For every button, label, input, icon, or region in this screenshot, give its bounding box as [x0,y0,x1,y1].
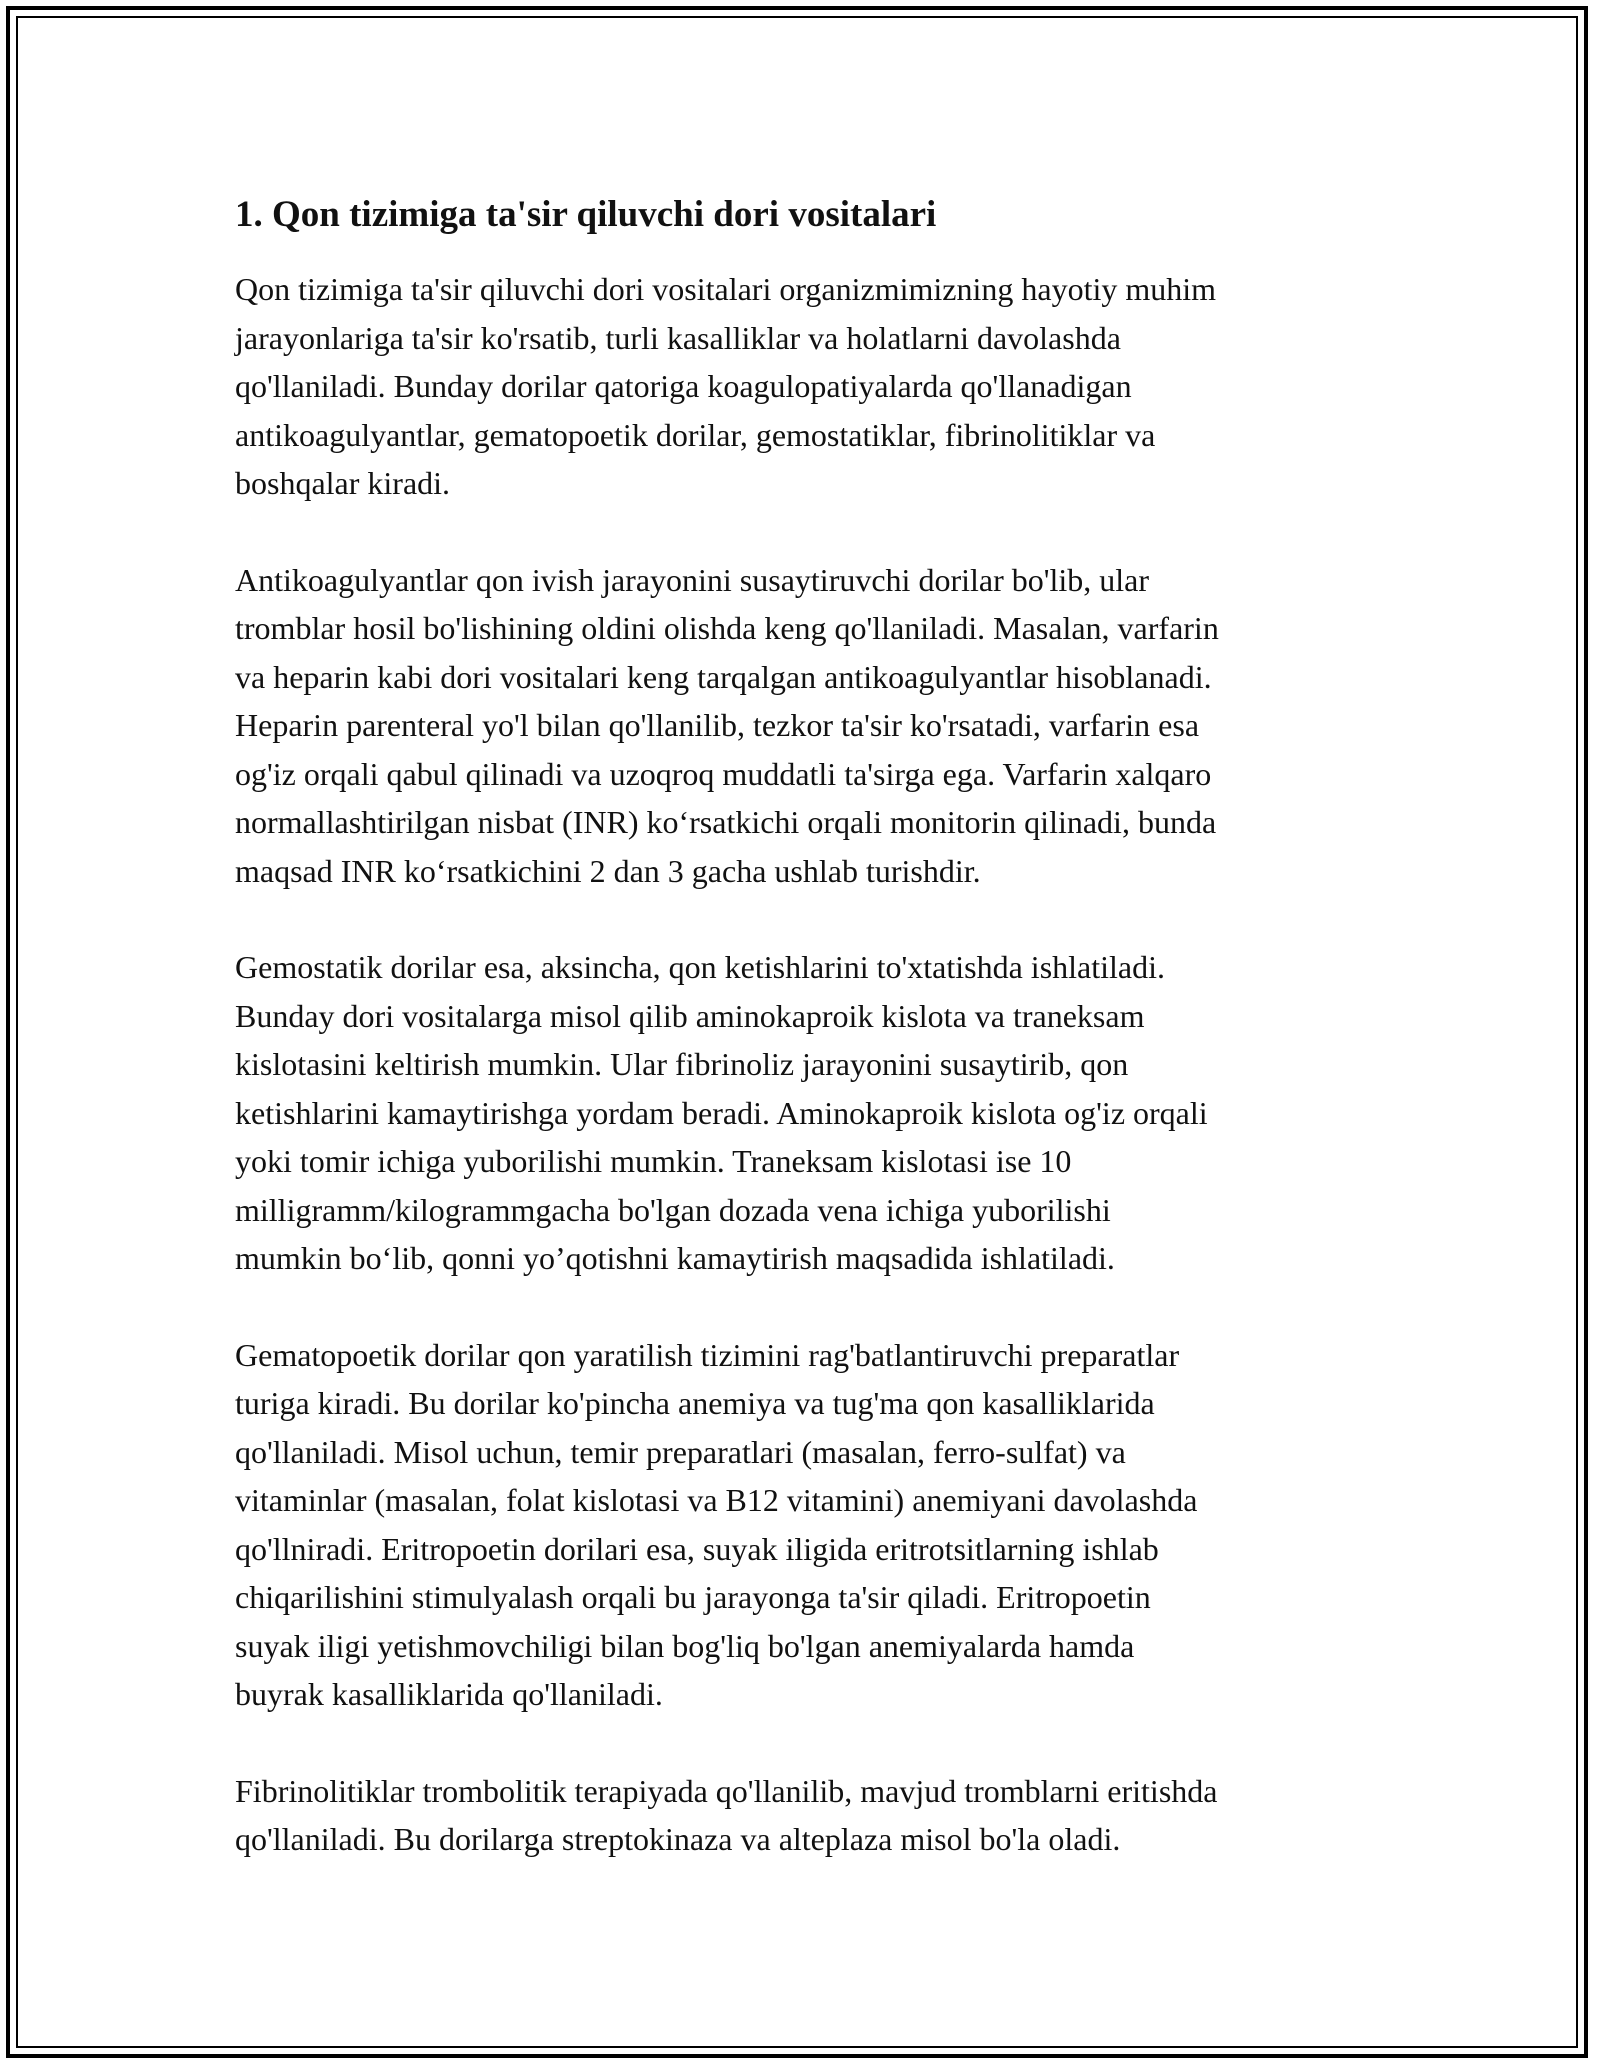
text-line: jarayonlariga ta'sir ko'rsatib, turli kasalliklar va holatlarni davolashda [235,319,1121,356]
text-line: qo'llniradi. Eritropoetin dorilari esa, suyak iligida eritrotsitlarning ishlab [235,1530,1159,1567]
text-line: vitaminlar (masalan, folat kislotasi va B12 vitamini) anemiyani davolashda [235,1482,1198,1518]
text-line: qo'llaniladi. Misol uchun, temir preparatlari (masalan, ferro-sulfat) va [235,1433,1126,1470]
paragraph [235,943,1395,1283]
text-line: tromblar hosil bo'lishining oldini olishda keng qo'llaniladi. Masalan, varfarin [235,610,1219,646]
text-line: yoki tomir ichiga yuborilishi mumkin. Traneksam kislotasi ise 10 [235,1143,1072,1179]
text-line: maqsad INR ko‘rsatkichini 2 dan 3 gacha ushlab turishdir. [235,852,981,889]
text-line: turiga kiradi. Bu dorilar ko'pincha anemiya va tug'ma qon kasalliklarida [235,1385,1155,1421]
text-line: antikoagulyantlar, gematopoetik dorilar, gemostatiklar, fibrinolitiklar va [235,416,1156,453]
text-line: Qon tizimiga ta'sir qiluvchi dori vositalari organizmimizning hayotiy muhim [235,271,1217,307]
text-line: og'iz orqali qabul qilinadi va uzoqroq muddatli ta'sirga ega. Varfarin xalqaro [235,755,1212,792]
paragraph [235,1767,1395,1864]
paragraph [235,265,1395,508]
text-line: Antikoagulyantlar qon ivish jarayonini susaytiruvchi dorilar bo'lib, ular [235,561,1150,598]
text-line: milligramm/kilogrammgacha bo'lgan dozada vena ichiga yuborilishi [235,1191,1111,1228]
text-line: mumkin bo‘lib, qonni yo’qotishni kamaytirish maqsadida ishlatiladi. [235,1240,1115,1276]
text-line: qo'llaniladi. Bunday dorilar qatoriga koagulopatiyalarda qo'llanadigan [235,368,1132,404]
text-line: suyak iligi yetishmovchiligi bilan bog'liq bo'lgan anemiyalarda hamda [235,1627,1135,1664]
text-line: ketishlarini kamaytirishga yordam beradi. Aminokaproik kislota og'iz orqali [235,1094,1208,1131]
text-line: Bunday dori vositalarga misol qilib aminokaproik kislota va traneksam [235,997,1145,1034]
text-line: normallashtirilgan nisbat (INR) ko‘rsatkichi orqali monitorin qilinadi, bunda [235,804,1217,840]
text-line: Heparin parenteral yo'l bilan qo'llanilib, tezkor ta'sir ko'rsatadi, varfarin esa [235,707,1200,743]
text-line: kislotasini keltirish mumkin. Ular fibrinoliz jarayonini susaytirib, qon [235,1046,1129,1082]
paragraph [235,556,1395,896]
text-line: qo'llaniladi. Bu dorilarga streptokinaza va alteplaza misol bo'la oladi. [235,1821,1121,1857]
text-line: Fibrinolitiklar trombolitik terapiyada qo'llanilib, mavjud tromblarni eritishda [235,1772,1218,1809]
document-body [235,185,1395,1912]
text-line: Gematopoetik dorilar qon yaratilish tizimini rag'batlantiruvchi preparatlar [235,1336,1180,1373]
text-line: buyrak kasalliklarida qo'llaniladi. [235,1676,663,1712]
text-line: va heparin kabi dori vositalari keng tarqalgan antikoagulyantlar hisoblanadi. [235,658,1212,695]
text-line: Gemostatik dorilar esa, aksincha, qon ketishlarini to'xtatishda ishlatiladi. [235,949,1165,985]
section-heading: 1. Qon tizimiga ta'sir qiluvchi dori vositalari [235,194,937,235]
text-line: chiqarilishini stimulyalash orqali bu jarayonga ta'sir qiladi. Eritropoetin [235,1579,1151,1615]
paragraph-container [235,265,1395,1864]
paragraph [235,1331,1395,1719]
text-line: boshqalar kiradi. [235,465,451,501]
